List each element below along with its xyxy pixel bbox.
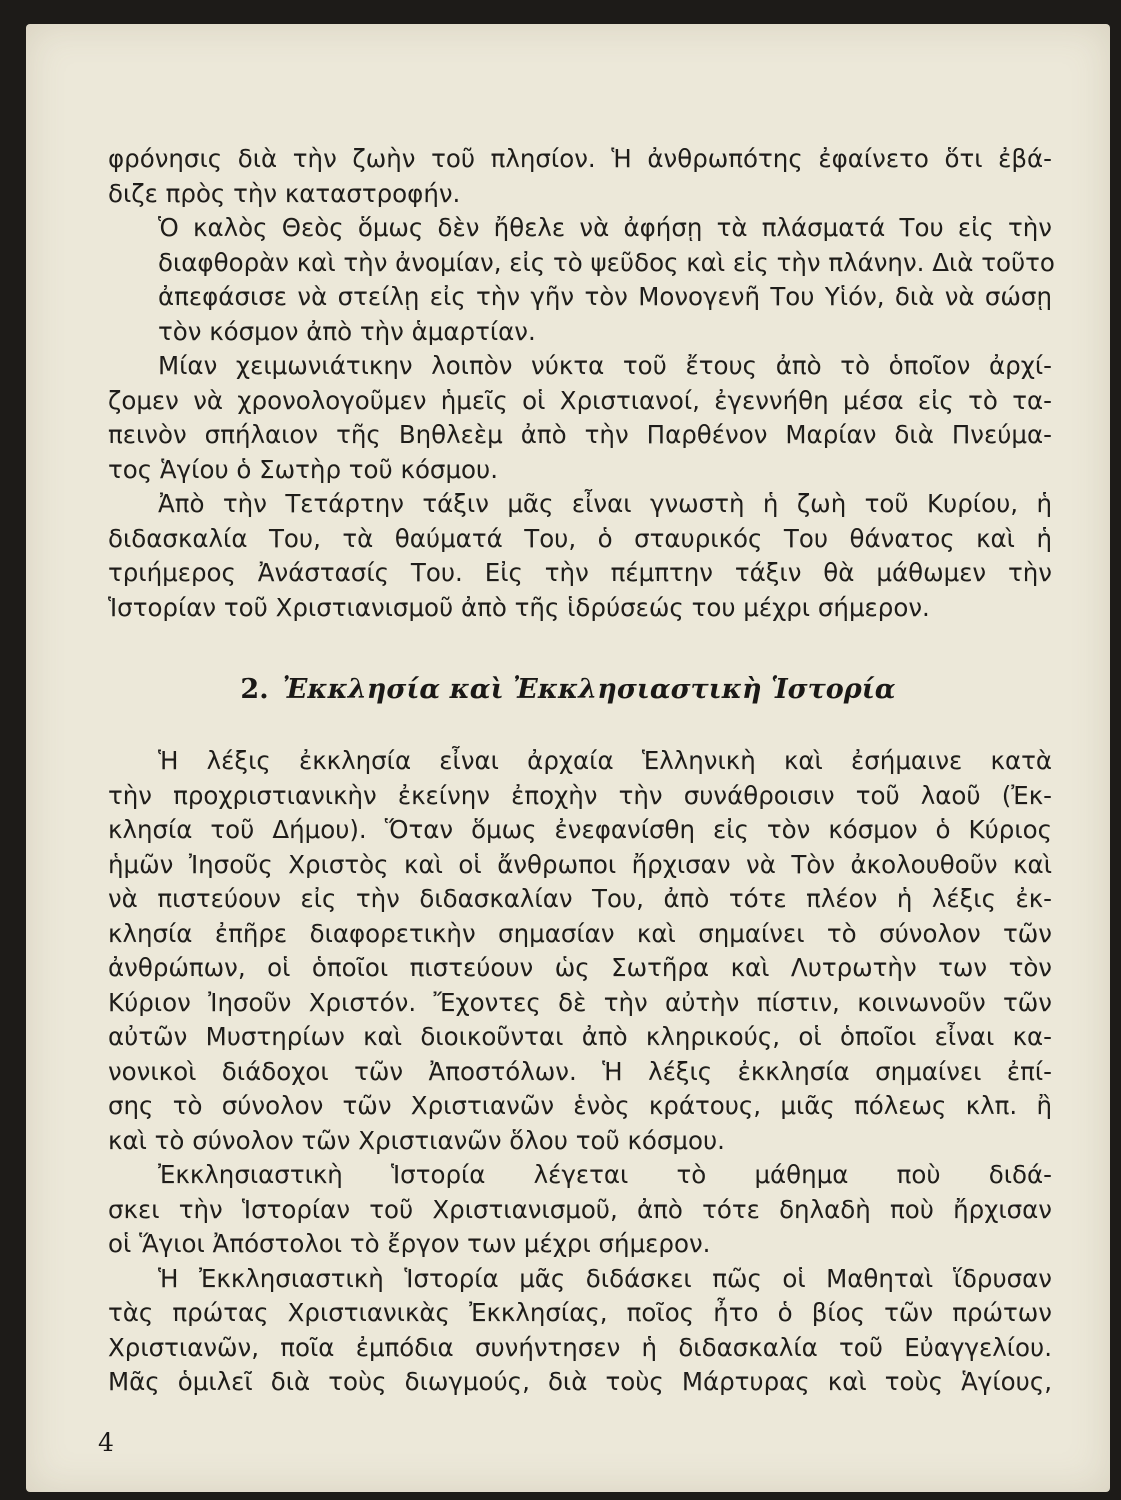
text-line: φρόνησις διὰ τὴν ζωὴν τοῦ πλησίον. Ἡ ἀνθρωπότης ἐφαίνετο ὅτι ἐβά-: [108, 144, 1052, 173]
paragraph: [108, 211, 1055, 349]
text-line: Ἱστορίαν τοῦ Χριστιανισμοῦ ἀπὸ τῆς ἱδρύσεώς του μέχρι σήμερον.: [108, 592, 930, 622]
paragraph: [108, 142, 1052, 211]
paragraph: [108, 487, 1052, 625]
text-line: τριήμερος Ἀνάστασίς Του. Εἰς τὴν πέμπτην τάξιν θὰ μάθωμεν τὴν: [108, 558, 1052, 587]
text-line: Ἐκκλησιαστικὴ Ἱστορία λέγεται τὸ μάθημα ποὺ διδά-: [158, 1160, 1052, 1189]
text-line: σης τὸ σύνολον τῶν Χριστιανῶν ἑνὸς κράτους, μιᾶς πόλεως κλπ. ἢ: [108, 1091, 1052, 1120]
text-line: διαφθορὰν καὶ τὴν ἀνομίαν, εἰς τὸ ψεῦδος καὶ εἰς τὴν πλάνην. Διὰ τοῦτο: [158, 247, 1055, 277]
text-line: Κύριον Ἰησοῦν Χριστόν. Ἔχοντες δὲ τὴν αὐτὴν πίστιν, κοινωνοῦν τῶν: [108, 987, 1052, 1017]
text-line: διζε πρὸς τὴν καταστροφήν.: [108, 178, 461, 208]
paragraph: [108, 1262, 1052, 1400]
text-block-top: [108, 142, 1055, 625]
text-line: πεινὸν σπήλαιον τῆς Βηθλεὲμ ἀπὸ τὴν Παρθένον Μαρίαν διὰ Πνεύμα-: [108, 420, 1052, 449]
text-line: τὴν προχριστιανικὴν ἐκείνην ἐποχὴν τὴν συνάθροισιν τοῦ λαοῦ (Ἐκ-: [108, 780, 1052, 810]
text-line: Ἡ λέξις ἐκκλησία εἶναι ἀρχαία Ἑλληνικὴ καὶ ἐσήμαινε κατὰ: [158, 746, 1052, 775]
text-line: διδασκαλία Του, τὰ θαύματά Του, ὁ σταυρικός Του θάνατος καὶ ἡ: [108, 523, 1052, 553]
section-title: Ἐκκλησία καὶ Ἐκκλησιαστικὴ Ἱστορία: [282, 674, 896, 705]
text-line: τὸν κόσμον ἀπὸ τὴν ἁμαρτίαν.: [158, 316, 536, 346]
text-line: Ἡ Ἐκκλησιαστικὴ Ἱστορία μᾶς διδάσκει πῶς οἱ Μαθηταὶ ἵδρυσαν: [158, 1263, 1052, 1293]
text-line: καὶ τὸ σύνολον τῶν Χριστιανῶν ὅλου τοῦ κόσμου.: [108, 1125, 725, 1155]
text-line: Μίαν χειμωνιάτικην λοιπὸν νύκτα τοῦ ἔτους ἀπὸ τὸ ὁποῖον ἀρχί-: [158, 351, 1052, 380]
book-page: [26, 24, 1110, 1492]
text-line: ἀπεφάσισε νὰ στείλῃ εἰς τὴν γῆν τὸν Μονογενῆ Του Υἱόν, διὰ νὰ σώσῃ: [158, 282, 1052, 311]
text-line: τὰς πρώτας Χριστιανικὰς Ἐκκλησίας, ποῖος ἦτο ὁ βίος τῶν πρώτων: [108, 1298, 1052, 1327]
text-line: αὐτῶν Μυστηρίων καὶ διοικοῦνται ἀπὸ κληρικούς, οἱ ὁποῖοι εἶναι κα-: [108, 1022, 1052, 1051]
section-heading: [26, 674, 1110, 705]
text-line: Ἀπὸ τὴν Τετάρτην τάξιν μᾶς εἶναι γνωστὴ ἡ ζωὴ τοῦ Κυρίου, ἡ: [158, 489, 1052, 518]
text-line: νὰ πιστεύουν εἰς τὴν διδασκαλίαν Του, ἀπὸ τότε πλέον ἡ λέξις ἐκ-: [108, 884, 1052, 913]
text-line: ἡμῶν Ἰησοῦς Χριστὸς καὶ οἱ ἄνθρωποι ἤρχισαν νὰ Τὸν ἀκολουθοῦν καὶ: [108, 849, 1052, 879]
text-line: ζομεν νὰ χρονολογοῦμεν ἡμεῖς οἱ Χριστιανοί, ἐγεννήθη μέσα εἰς τὸ τα-: [108, 385, 1052, 415]
section-number: 2.: [240, 674, 269, 705]
paragraph: [108, 349, 1052, 487]
text-line: Μᾶς ὁμιλεῖ διὰ τοὺς διωγμούς, διὰ τοὺς Μάρτυρας καὶ τοὺς Ἁγίους,: [108, 1367, 1052, 1396]
text-line: Χριστιανῶν, ποῖα ἐμπόδια συνήντησεν ἡ διδασκαλία τοῦ Εὐαγγελίου.: [108, 1332, 1052, 1362]
text-line: ἀνθρώπων, οἱ ὁποῖοι πιστεύουν ὡς Σωτῆρα καὶ Λυτρωτὴν των τὸν: [108, 953, 1052, 982]
text-line: σκει τὴν Ἱστορίαν τοῦ Χριστιανισμοῦ, ἀπὸ τότε δηλαδὴ ποὺ ἤρχισαν: [108, 1194, 1052, 1224]
text-line: κλησία τοῦ Δήμου). Ὅταν ὅμως ἐνεφανίσθη εἰς τὸν κόσμον ὁ Κύριος: [108, 815, 1052, 844]
page-number: 4: [98, 1428, 114, 1457]
text-line: τος Ἁγίου ὁ Σωτὴρ τοῦ κόσμου.: [108, 454, 499, 484]
text-line: κλησία ἐπῆρε διαφορετικὴν σημασίαν καὶ σημαίνει τὸ σύνολον τῶν: [108, 918, 1052, 948]
text-block-bottom: [108, 744, 1052, 1400]
text-line: οἱ Ἅγιοι Ἀπόστολοι τὸ ἔργον των μέχρι σήμερον.: [108, 1229, 711, 1258]
paragraph: [108, 744, 1052, 1158]
paragraph: [108, 1158, 1052, 1262]
text-line: νονικοὶ διάδοχοι τῶν Ἀποστόλων. Ἡ λέξις ἐκκλησία σημαίνει ἐπί-: [108, 1056, 1052, 1086]
text-line: Ὁ καλὸς Θεὸς ὅμως δὲν ἤθελε νὰ ἀφήσῃ τὰ πλάσματά Του εἰς τὴν: [158, 213, 1052, 242]
